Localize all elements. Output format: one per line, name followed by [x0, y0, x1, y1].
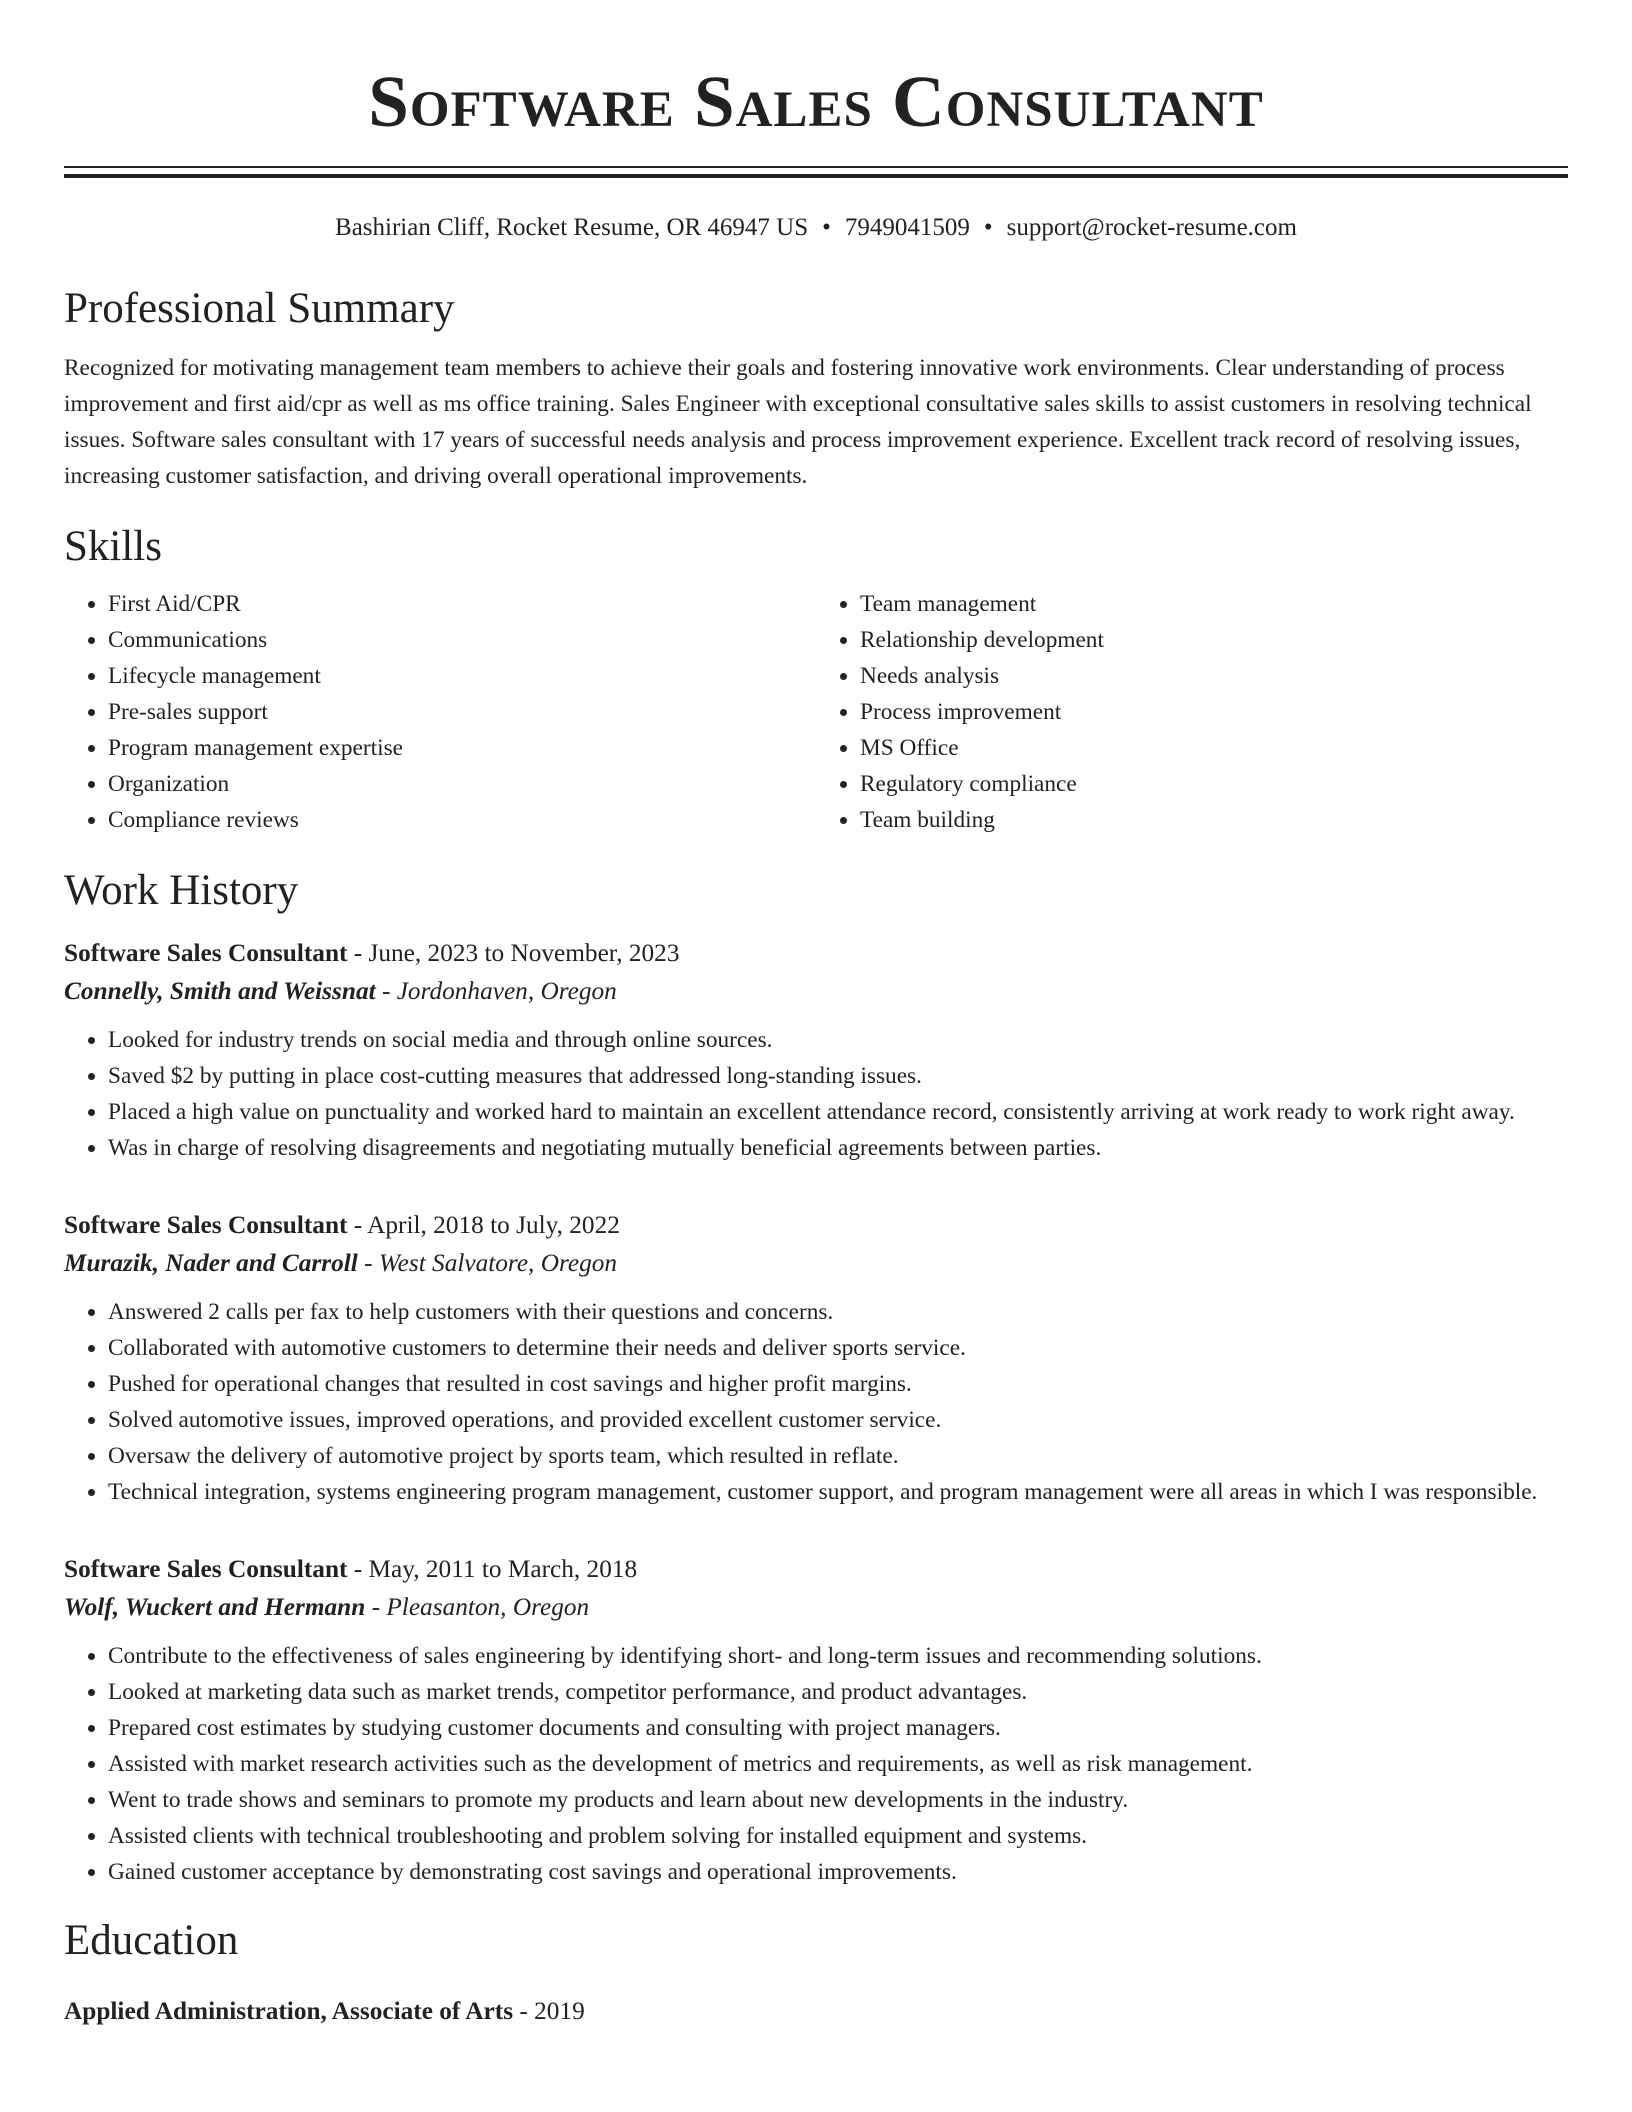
education-year: - 2019 [513, 1997, 585, 2025]
job-bullet: • Solved automotive issues, improved operations, and provided excellent customer service. [108, 1402, 1568, 1438]
job-bullet: • Assisted clients with technical troubleshooting and problem solving for installed equipment and systems. [108, 1818, 1568, 1854]
contact-line [64, 212, 1568, 244]
skills-columns [64, 586, 1568, 838]
job-bullet: • Was in charge of resolving disagreements and negotiating mutually beneficial agreements between parties. [108, 1130, 1568, 1166]
skill-item: • Regulatory compliance [860, 766, 1568, 802]
contact-separator: • [983, 214, 993, 241]
job-bullet: • Collaborated with automotive customers to determine their needs and deliver sports service. [108, 1330, 1568, 1366]
work-history-heading: Work History [64, 867, 299, 914]
skills-heading: Skills [64, 523, 162, 570]
education-degree: Applied Administration, Associate of Arts [64, 1997, 514, 2025]
contact-phone: 7949041509 [844, 214, 970, 241]
title-divider [64, 166, 1568, 178]
job-bullet: • Gained customer acceptance by demonstrating cost savings and operational improvements. [108, 1854, 1568, 1890]
job-bullets [64, 1022, 1568, 1166]
employer-name: Wolf, Wuckert and Hermann [64, 1593, 366, 1621]
skill-item: • Relationship development [860, 622, 1568, 658]
job-bullets [64, 1294, 1568, 1510]
summary-text: Recognized for motivating management team members to achieve their goals and fostering innovative work environments. Clear understanding of process improvement and first aid/cpr as well as ms office training. Sales Engineer with exceptional consultative sales skills to assist customers in resolving technical issues. Software sales consultant with 17 years of successful needs analysis and process improvement experience. Excellent track record of resolving issues, increasing customer satisfaction, and driving overall operational improvements. [64, 355, 1532, 489]
job-dates: - May, 2011 to March, 2018 [347, 1555, 638, 1583]
job-bullet: • Went to trade shows and seminars to promote my products and learn about new developments in the industry. [108, 1782, 1568, 1818]
job-dates: - June, 2023 to November, 2023 [347, 939, 680, 967]
employer-line [64, 972, 1568, 1010]
skill-item: • Lifecycle management [108, 658, 816, 694]
job-title: Software Sales Consultant [64, 939, 348, 967]
divider-thin [64, 166, 1568, 168]
job-entry [64, 1550, 1568, 1890]
job-title-line [64, 1206, 1568, 1244]
employer-location: - Pleasanton, Oregon [365, 1593, 590, 1621]
job-bullet: • Assisted with market research activities such as the development of metrics and requirements, as well as risk management. [108, 1746, 1568, 1782]
skill-item: • Compliance reviews [108, 802, 816, 838]
employer-location: - Jordonhaven, Oregon [375, 977, 617, 1005]
skills-list-right [816, 586, 1568, 838]
job-bullet: • Looked for industry trends on social media and through online sources. [108, 1022, 1568, 1058]
skill-item: • Team building [860, 802, 1568, 838]
skill-item: • Organization [108, 766, 816, 802]
contact-email: support@rocket-resume.com [1006, 214, 1297, 241]
summary-heading: Professional Summary [64, 285, 455, 332]
job-bullets [64, 1638, 1568, 1890]
skill-item: • Communications [108, 622, 816, 658]
job-bullet: • Oversaw the delivery of automotive project by sports team, which resulted in reflate. [108, 1438, 1568, 1474]
job-bullet: • Pushed for operational changes that resulted in cost savings and higher profit margins. [108, 1366, 1568, 1402]
job-bullet: • Placed a high value on punctuality and worked hard to maintain an excellent attendance record, consistently arriving at work ready to work right away. [108, 1094, 1568, 1130]
job-entry [64, 934, 1568, 1166]
contact-address: Bashirian Cliff, Rocket Resume, OR 46947 US [335, 214, 809, 241]
contact-separator: • [822, 214, 831, 241]
employer-line [64, 1244, 1568, 1282]
job-bullet: • Saved $2 by putting in place cost-cutting measures that addressed long-standing issues. [108, 1058, 1568, 1094]
skill-item: • MS Office [860, 730, 1568, 766]
employer-name: Murazik, Nader and Carroll [64, 1249, 358, 1277]
job-bullet: • Contribute to the effectiveness of sales engineering by identifying short- and long-term issues and recommending solutions. [108, 1638, 1568, 1674]
job-title-line [64, 1550, 1568, 1588]
skill-item: • First Aid/CPR [108, 586, 816, 622]
skills-list-left [64, 586, 816, 838]
job-bullet: • Looked at marketing data such as market trends, competitor performance, and product advantages. [108, 1674, 1568, 1710]
job-title-line [64, 934, 1568, 972]
job-title: Software Sales Consultant [64, 1555, 348, 1583]
education-entry [64, 1992, 1568, 2030]
employer-location: - West Salvatore, Oregon [357, 1249, 618, 1277]
resume-title: Software Sales Consultant [368, 61, 1264, 142]
skill-item: • Program management expertise [108, 730, 816, 766]
job-entry [64, 1206, 1568, 1510]
employer-name: Connelly, Smith and Weissnat [64, 977, 376, 1005]
job-bullet: • Technical integration, systems engineering program management, customer support, and program management were all areas in which I was responsible. [108, 1474, 1568, 1510]
resume-page [64, 0, 1568, 2030]
skill-item: • Pre-sales support [108, 694, 816, 730]
job-title: Software Sales Consultant [64, 1211, 348, 1239]
skill-item: • Process improvement [860, 694, 1568, 730]
job-dates: - April, 2018 to July, 2022 [347, 1211, 620, 1239]
job-bullet: • Answered 2 calls per fax to help customers with their questions and concerns. [108, 1294, 1568, 1330]
job-bullet: • Prepared cost estimates by studying customer documents and consulting with project managers. [108, 1710, 1568, 1746]
education-heading: Education [64, 1917, 239, 1964]
employer-line [64, 1588, 1568, 1626]
skill-item: • Needs analysis [860, 658, 1568, 694]
skill-item: • Team management [860, 586, 1568, 622]
divider-thick [64, 174, 1568, 178]
